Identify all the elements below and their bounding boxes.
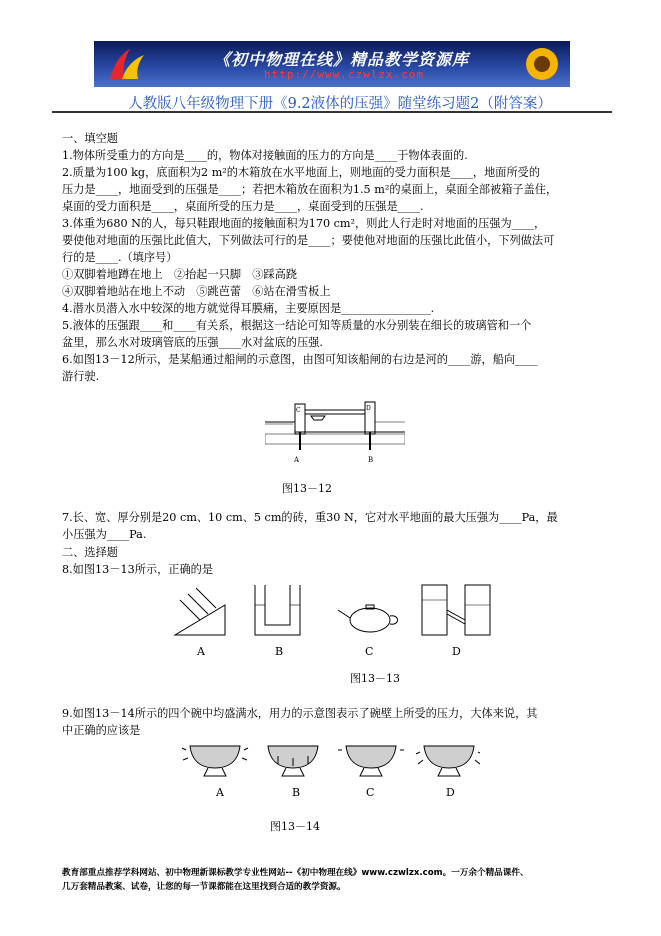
option-label-d: D <box>452 645 461 658</box>
fig-label-c: C <box>296 407 301 414</box>
fig-label-b: B <box>368 456 374 464</box>
question-line: 5.液体的压强跟____和____有关系，根据这一结论可知等质量的水分别装在细长的玻璃管和一个 <box>62 319 532 332</box>
figure-13-14-bowls <box>180 740 480 780</box>
option-label-b: B <box>275 645 284 658</box>
title-divider <box>52 111 612 113</box>
question-line: 游行驶. <box>62 370 100 383</box>
option-label-b: B <box>292 786 301 799</box>
sunflower-icon <box>520 44 564 84</box>
question-line: 要使他对地面的压强比此值大，下列做法可行的是____；要使他对地面的压强比此值小，下列做法可 <box>62 234 555 247</box>
question-line: 小压强为____Pa. <box>62 528 147 541</box>
figure-caption: 图13－12 <box>282 482 332 495</box>
figure-caption: 图13－14 <box>270 820 320 833</box>
header-banner <box>94 41 570 87</box>
fig-label-d: D <box>366 405 371 412</box>
fig-label-a: A <box>294 456 300 464</box>
ship-lock-figure <box>265 392 405 464</box>
question-line: 1.物体所受重力的方向是____的，物体对接触面的压力的方向是____于物体表面的. <box>62 149 468 162</box>
document-title: 人教版八年级物理下册《9.2液体的压强》随堂练习题2（附答案） <box>128 96 552 112</box>
question-line: 7.长、宽、厚分别是20 cm、10 cm、5 cm的砖，重30 N，它对水平地面的最大压强为____Pa，最 <box>62 511 558 524</box>
question-line: 4.潜水员潜入水中较深的地方就觉得耳膜痛，主要原因是________________. <box>62 302 435 315</box>
question-line: 压力是____，地面受到的压强是____；若把木箱放在面积为1.5 m²的桌面上，桌面全部被箱子盖住， <box>62 183 558 196</box>
section-heading-fill: 一、填空题 <box>62 132 118 145</box>
question-line: 9.如图13－14所示的四个碗中均盛满水，用力的示意图表示了碗壁上所受的压力，大体来说，其 <box>62 707 538 720</box>
section-heading-choice: 二、选择题 <box>62 546 118 559</box>
option-label-a: A <box>216 786 224 799</box>
option-line: ①双脚着地蹲在地上 ②抬起一只脚 ③踩高跷 <box>62 268 297 281</box>
option-label-d: D <box>446 786 455 799</box>
option-label-c: C <box>365 645 374 658</box>
banner-title: 《初中物理在线》精品教学资源库 <box>214 50 470 69</box>
banner-url[interactable]: http://www.czwlzx.com <box>264 68 425 81</box>
figure-13-13 <box>170 580 500 640</box>
option-line: ④双脚着地站在地上不动 ⑤跳芭蕾 ⑥站在滑雪板上 <box>62 285 331 298</box>
question-line: 8.如图13－13所示，正确的是 <box>62 563 214 576</box>
question-line: 行的是____.（填序号） <box>62 251 178 264</box>
option-label-a: A <box>197 645 205 658</box>
question-line: 3.体重为680 N的人，每只鞋跟地面的接触面积为170 cm²，则此人行走时对地面的压强为____， <box>62 217 546 230</box>
question-line: 中正确的应该是 <box>62 724 141 737</box>
question-line: 6.如图13－12所示，是某船通过船闸的示意图，由图可知该船闸的右边是河的____游，船向____ <box>62 353 538 366</box>
option-label-c: C <box>366 786 375 799</box>
footer-line: 教育部重点推荐学科网站、初中物理新课标教学专业性网站--《初中物理在线》www.czwlzx.com。一万余个精品课件、 <box>62 868 529 878</box>
footer-line: 几万套精品教案、试卷，让您的每一节课都能在这里找到合适的教学资源。 <box>62 882 346 892</box>
question-line: 2.质量为100 kg，底面积为2 m²的木箱放在水平地面上，则地面的受力面积是____，地面所受的 <box>62 166 541 179</box>
question-line: 盆里，那么水对玻璃管底的压强____水对盆底的压强. <box>62 336 323 349</box>
question-line: 桌面的受力面积是____，桌面所受的压力是____，桌面受到的压强是____. <box>62 200 424 213</box>
figure-caption: 图13－13 <box>350 672 400 685</box>
site-logo-icon <box>104 45 150 83</box>
